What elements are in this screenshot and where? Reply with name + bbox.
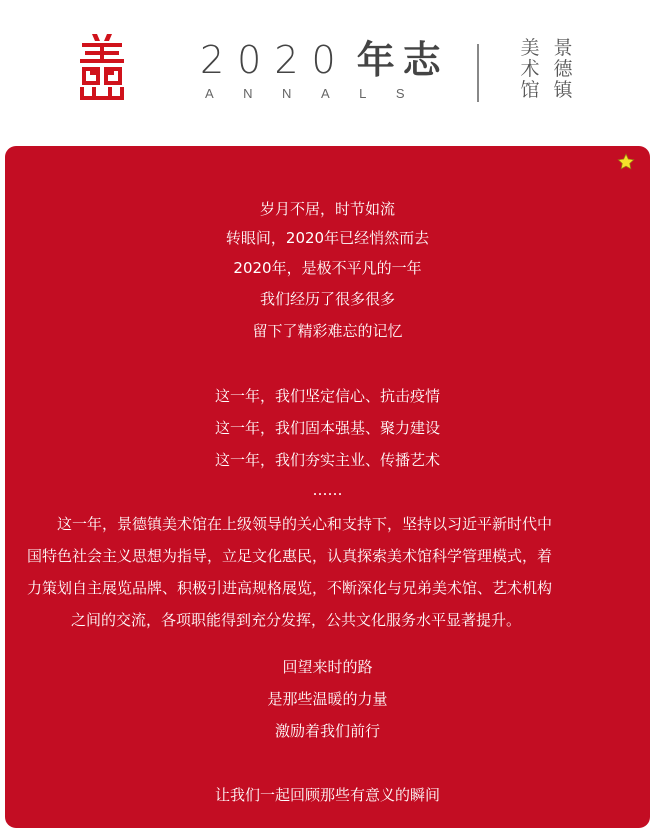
paragraph-line: 这一年，景德镇美术馆在上级领导的关心和支持下，坚持以习近平新时代中	[57, 515, 553, 533]
museum-char: 馆	[520, 79, 540, 101]
museum-name	[519, 38, 579, 104]
final-line: 让我们一起回顾那些有意义的瞬间	[214, 786, 440, 804]
intro-line: 留下了精彩难忘的记忆	[252, 322, 403, 340]
year-line: 这一年，我们夯实主业、传播艺术	[214, 451, 440, 469]
museum-char: 镇	[553, 79, 573, 101]
page-subtitle: ANNALS	[205, 86, 435, 101]
paragraph-line: 力策划自主展览品牌、积极引进高规格展览，不断深化与兄弟美术馆、艺术机构	[27, 579, 553, 597]
museum-name-col-2	[519, 38, 541, 101]
header-divider	[477, 44, 479, 102]
paragraph-line: 国特色社会主义思想为指导，立足文化惠民，认真探索美术馆科学管理模式，着	[27, 547, 553, 565]
museum-char: 术	[520, 58, 540, 80]
closing-line: 是那些温暖的力量	[267, 690, 388, 708]
content-card	[5, 146, 650, 828]
intro-line: 转眼间，2020年已经悄然而去	[225, 229, 430, 247]
closing-line: 回望来时的路	[282, 658, 373, 676]
paragraph-line: 之间的交流，各项职能得到充分发挥，公共文化服务水平显著提升。	[71, 611, 522, 629]
ellipsis: ……	[312, 481, 343, 499]
intro-line: 我们经历了很多很多	[259, 290, 395, 308]
star-icon	[617, 153, 635, 171]
title-text: 年志	[356, 38, 449, 82]
museum-logo-icon	[80, 34, 124, 100]
museum-char: 美	[520, 37, 540, 59]
year-line: 这一年，我们固本强基、聚力建设	[214, 419, 440, 437]
page-title	[200, 36, 449, 84]
closing-line: 激励着我们前行	[274, 722, 380, 740]
title-year: 2020	[200, 38, 349, 82]
intro-line: 2020年，是极不平凡的一年	[233, 259, 422, 277]
museum-name-col-1	[552, 38, 574, 101]
year-line: 这一年，我们坚定信心、抗击疫情	[214, 387, 440, 405]
page-header	[0, 0, 655, 146]
intro-line: 岁月不居，时节如流	[259, 200, 395, 218]
museum-char: 景	[553, 37, 573, 59]
museum-char: 德	[553, 58, 573, 80]
